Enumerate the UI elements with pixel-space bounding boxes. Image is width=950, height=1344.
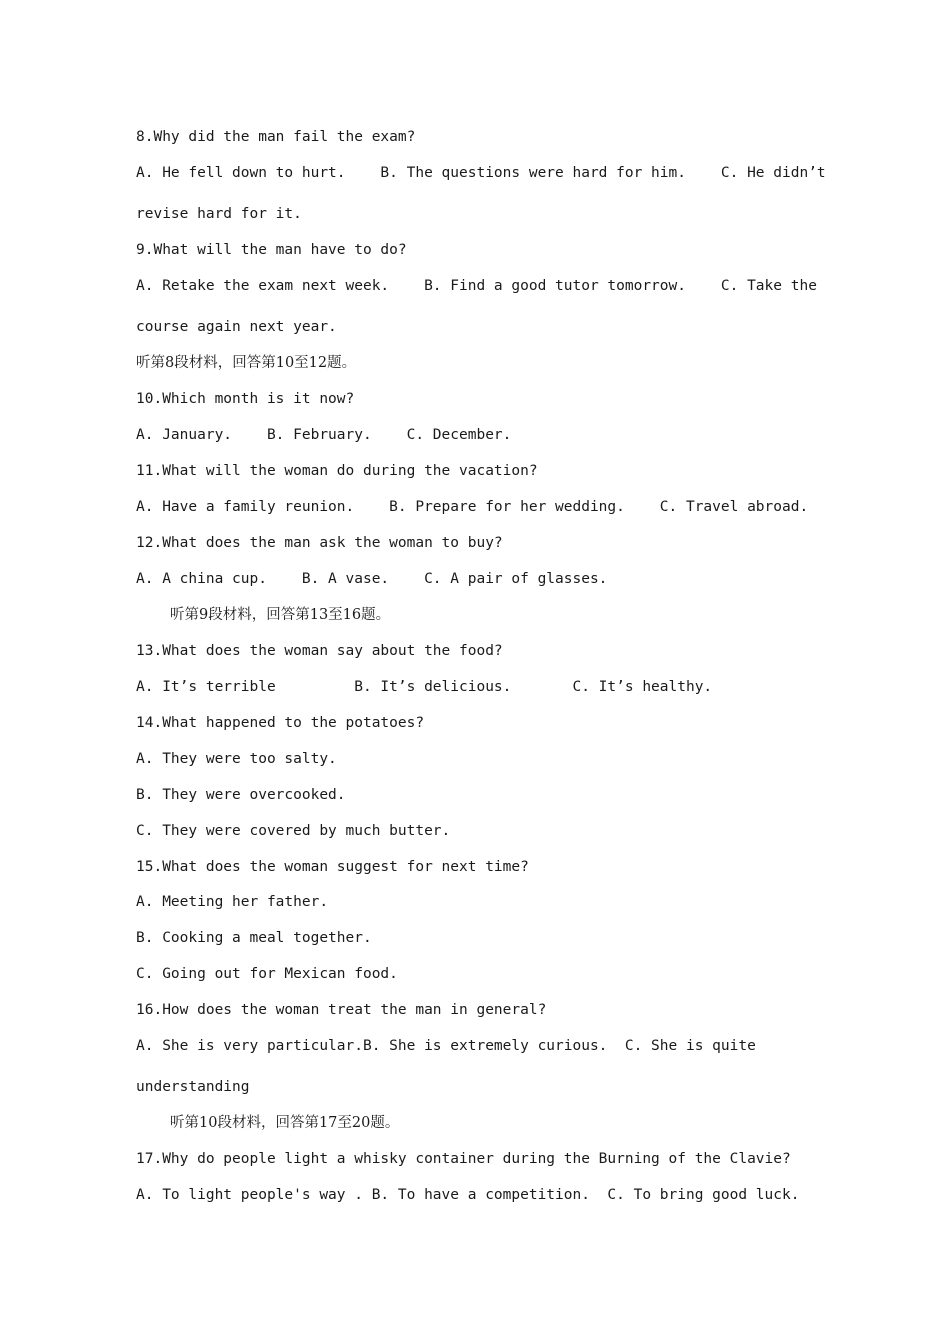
question-15-option-b: B. Cooking a meal together.: [136, 930, 372, 946]
question-8-options: A. He fell down to hurt. B. The questions were hard for him. C. He didn’t: [136, 165, 826, 181]
question-9-options-cont: course again next year.: [136, 319, 337, 335]
question-15: 15.What does the woman suggest for next time?: [136, 859, 529, 875]
question-17-options: A. To light people's way . B. To have a competition. C. To bring good luck.: [136, 1187, 800, 1203]
question-11-options: A. Have a family reunion. B. Prepare for her wedding. C. Travel abroad.: [136, 499, 809, 515]
question-16-options-cont: understanding: [136, 1079, 250, 1095]
question-14-option-b: B. They were overcooked.: [136, 787, 346, 803]
question-15-option-c: C. Going out for Mexican food.: [136, 966, 398, 982]
question-11: 11.What will the woman do during the vacation?: [136, 463, 538, 479]
question-14: 14.What happened to the potatoes?: [136, 715, 425, 731]
question-14-option-a: A. They were too salty.: [136, 751, 337, 767]
question-15-option-a: A. Meeting her father.: [136, 894, 329, 910]
question-17: 17.Why do people light a whisky container during the Burning of the Clavie?: [136, 1151, 791, 1167]
question-16-options: A. She is very particular.B. She is extremely curious. C. She is quite: [136, 1038, 756, 1054]
question-13-options: A. It’s terrible B. It’s delicious. C. It’s healthy.: [136, 679, 713, 695]
question-8: 8.Why did the man fail the exam?: [136, 129, 416, 145]
section-heading-9: 听第9段材料，回答第13至16题。: [170, 607, 391, 623]
question-13: 13.What does the woman say about the food?: [136, 643, 503, 659]
question-10-options: A. January. B. February. C. December.: [136, 427, 512, 443]
question-9: 9.What will the man have to do?: [136, 242, 407, 258]
question-16: 16.How does the woman treat the man in general?: [136, 1002, 547, 1018]
question-9-options: A. Retake the exam next week. B. Find a good tutor tomorrow. C. Take the: [136, 278, 817, 294]
question-14-option-c: C. They were covered by much butter.: [136, 823, 451, 839]
question-8-options-cont: revise hard for it.: [136, 206, 302, 222]
section-heading-10: 听第10段材料，回答第17至20题。: [170, 1115, 400, 1131]
question-12-options: A. A china cup. B. A vase. C. A pair of glasses.: [136, 571, 608, 587]
question-10: 10.Which month is it now?: [136, 391, 355, 407]
question-12: 12.What does the man ask the woman to buy?: [136, 535, 503, 551]
section-heading-8: 听第8段材料，回答第10至12题。: [136, 355, 357, 371]
